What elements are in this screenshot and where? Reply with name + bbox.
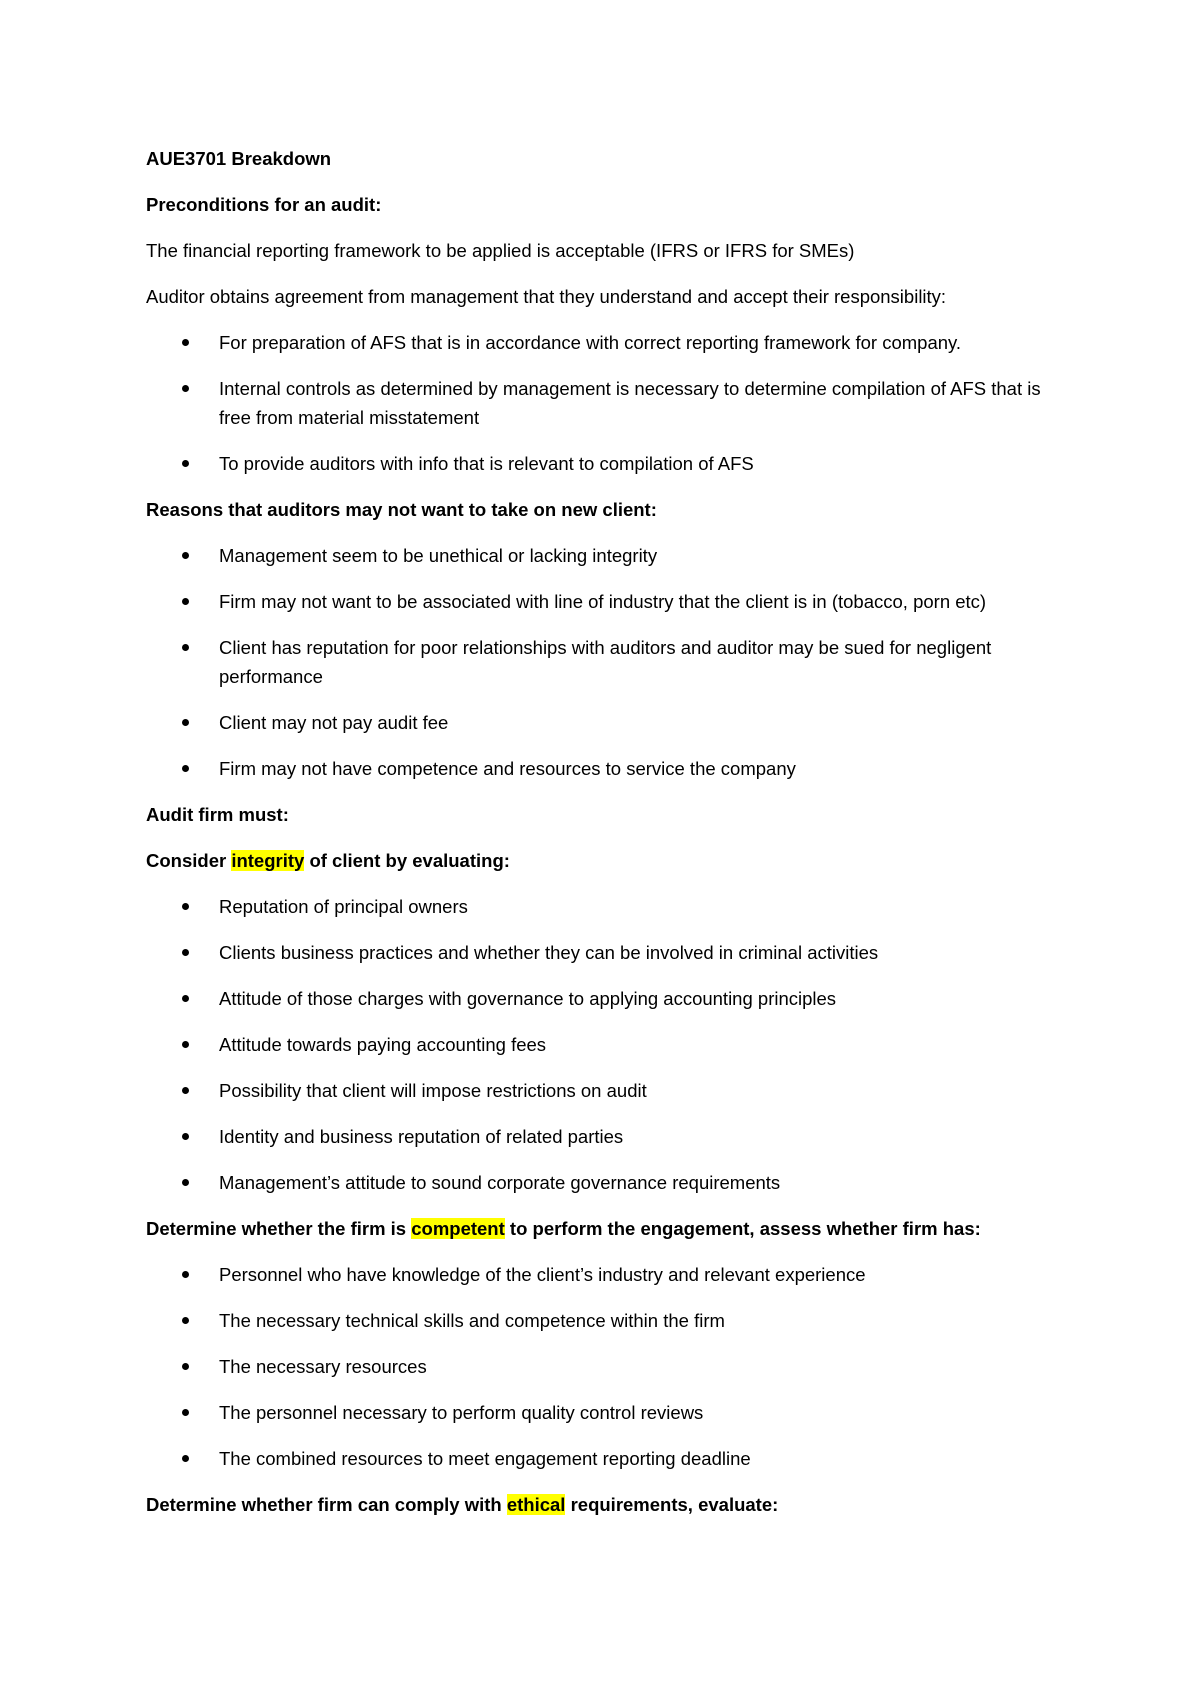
bullet-icon xyxy=(182,339,189,346)
list-item-text: Client may not pay audit fee xyxy=(219,712,449,733)
bullet-icon xyxy=(182,765,189,772)
list-item xyxy=(146,892,1076,921)
integrity-heading-pre: Consider xyxy=(146,850,232,871)
competent-highlight: competent xyxy=(411,1218,505,1239)
bullet-icon xyxy=(182,1133,189,1140)
bullet-icon xyxy=(182,1087,189,1094)
competent-list xyxy=(146,1260,1076,1473)
list-item xyxy=(146,754,1076,783)
list-item xyxy=(146,328,1076,357)
bullet-icon xyxy=(182,1317,189,1324)
bullet-icon xyxy=(182,644,189,651)
document-title: AUE3701 Breakdown xyxy=(146,148,332,169)
preconditions-paragraph-2: Auditor obtains agreement from management that they understand and accept their responsibility: xyxy=(146,286,947,307)
bullet-icon xyxy=(182,1455,189,1462)
list-item xyxy=(146,1352,1076,1381)
preconditions-heading: Preconditions for an audit: xyxy=(146,194,382,215)
bullet-icon xyxy=(182,1179,189,1186)
preconditions-paragraph-1: The financial reporting framework to be applied is acceptable (IFRS or IFRS for SMEs) xyxy=(146,240,855,261)
bullet-icon xyxy=(182,1363,189,1370)
list-item-text: Client has reputation for poor relationships with auditors and auditor may be sued for negligent performance xyxy=(219,637,992,687)
list-item xyxy=(146,633,1076,691)
list-item-text: Reputation of principal owners xyxy=(219,896,468,917)
list-item-text: To provide auditors with info that is relevant to compilation of AFS xyxy=(219,453,754,474)
list-item xyxy=(146,1398,1076,1427)
list-item-text: Personnel who have knowledge of the client’s industry and relevant experience xyxy=(219,1264,866,1285)
list-item-text: Firm may not want to be associated with line of industry that the client is in (tobacco, porn etc) xyxy=(219,591,987,612)
competent-heading xyxy=(146,1214,1076,1243)
reasons-heading: Reasons that auditors may not want to take on new client: xyxy=(146,499,657,520)
bullet-icon xyxy=(182,949,189,956)
list-item xyxy=(146,449,1076,478)
bullet-icon xyxy=(182,995,189,1002)
document-page xyxy=(146,144,1076,1536)
list-item-text: The necessary resources xyxy=(219,1356,427,1377)
list-item xyxy=(146,1306,1076,1335)
list-item xyxy=(146,374,1076,432)
list-item xyxy=(146,1076,1076,1105)
list-item xyxy=(146,708,1076,737)
list-item xyxy=(146,541,1076,570)
bullet-icon xyxy=(182,1409,189,1416)
bullet-icon xyxy=(182,1041,189,1048)
integrity-heading-post: of client by evaluating: xyxy=(304,850,510,871)
list-item xyxy=(146,1122,1076,1151)
ethical-heading-pre: Determine whether firm can comply with xyxy=(146,1494,507,1515)
bullet-icon xyxy=(182,598,189,605)
list-item-text: Internal controls as determined by management is necessary to determine compilation of AFS that is free from material misstatement xyxy=(219,378,1041,428)
list-item-text: Identity and business reputation of related parties xyxy=(219,1126,624,1147)
list-item-text: Management’s attitude to sound corporate governance requirements xyxy=(219,1172,781,1193)
bullet-icon xyxy=(182,385,189,392)
list-item xyxy=(146,1444,1076,1473)
list-item-text: For preparation of AFS that is in accordance with correct reporting framework for company. xyxy=(219,332,962,353)
list-item-text: Possibility that client will impose restrictions on audit xyxy=(219,1080,647,1101)
list-item xyxy=(146,1168,1076,1197)
bullet-icon xyxy=(182,719,189,726)
list-item-text: Clients business practices and whether they can be involved in criminal activities xyxy=(219,942,879,963)
integrity-list xyxy=(146,892,1076,1197)
competent-heading-post: to perform the engagement, assess whether firm has: xyxy=(504,1218,981,1239)
list-item-text: Attitude of those charges with governance to applying accounting principles xyxy=(219,988,837,1009)
audit-firm-must-heading: Audit firm must: xyxy=(146,804,289,825)
list-item xyxy=(146,938,1076,967)
list-item xyxy=(146,1260,1076,1289)
reasons-list xyxy=(146,541,1076,783)
ethical-heading-post: requirements, evaluate: xyxy=(565,1494,779,1515)
bullet-icon xyxy=(182,1271,189,1278)
integrity-heading xyxy=(146,846,1076,875)
list-item xyxy=(146,587,1076,616)
list-item xyxy=(146,1030,1076,1059)
ethical-heading xyxy=(146,1490,1076,1519)
list-item-text: The necessary technical skills and competence within the firm xyxy=(219,1310,725,1331)
preconditions-list xyxy=(146,328,1076,478)
bullet-icon xyxy=(182,903,189,910)
list-item-text: Firm may not have competence and resources to service the company xyxy=(219,758,796,779)
bullet-icon xyxy=(182,460,189,467)
integrity-highlight: integrity xyxy=(231,850,305,871)
competent-heading-pre: Determine whether the firm is xyxy=(146,1218,412,1239)
list-item-text: Management seem to be unethical or lacking integrity xyxy=(219,545,658,566)
list-item-text: The personnel necessary to perform quality control reviews xyxy=(219,1402,704,1423)
ethical-highlight: ethical xyxy=(506,1494,566,1515)
list-item-text: Attitude towards paying accounting fees xyxy=(219,1034,547,1055)
list-item-text: The combined resources to meet engagement reporting deadline xyxy=(219,1448,751,1469)
bullet-icon xyxy=(182,552,189,559)
list-item xyxy=(146,984,1076,1013)
